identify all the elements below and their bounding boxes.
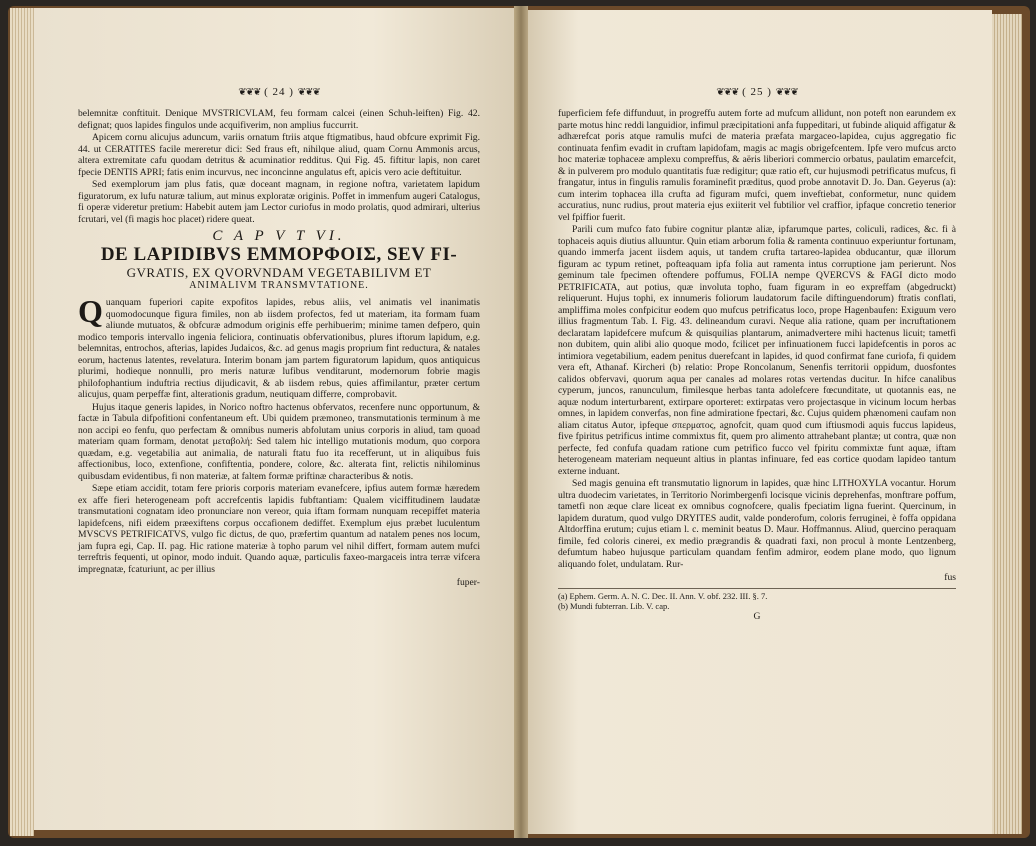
paragraph: belemnitæ conftituit. Denique MVSTRICVLAM, feu formam calcei (einen Schuh-leiften) Fig. 42. defignat; quos lapides fingulos unde acquifiverim, non amplius fuccurrit. bbox=[78, 108, 480, 131]
paragraph: Apicem cornu alicujus aduncum, variis ornatum ftriis atque ftigmatibus, haud obfcure exprimit Fig. 44. ut CERATITES facile mereretur dici: Sed fraus eft, nihilque aliud, quam Cornu Ammonis arcus, altera extremitate cafu quodam detritus & acuminatior redditus. Qui Fig. 45. fiftitur lapis, non caret fpecie DENTIS APRI; fatis enim incurvus, nec inconcinne angulatus eft, apicis vero acie deftituitur. bbox=[78, 132, 480, 178]
ornament-icon: ❦❦❦ bbox=[297, 87, 320, 98]
left-page-edges bbox=[10, 8, 34, 836]
ornament-icon: ❦❦❦ bbox=[716, 87, 739, 98]
paragraph: fuperficiem fefe diffunduut, in progreffu autem forte ad mufcum allidunt, non poteft non earundem ex parte motus hinc reddi languidior, infimul præcipitationi anfa fuppeditari, ut fubinde aliquid affigatur & adhærefcat poris atque ramulis mufci de materia præfata margaceo-lapidea, cujus aggregatio fic continuata fenfim evadit in cruftam lapidofam, magis ac magis obrigefcentem. Ipfe vero mufcus arcto hoc materiæ tophaceæ amplexu compreffus, & aëris liberiori commercio orbatus, paulatim emarcefcit, & in pulverem pro modulo quantitatis fuæ redigitur; quæ ratio eft, cur hujusmodi petrificatus mufcus, fi frangatur, intus in fingulis ramulis foraminefit præditus, quod probe annotavit D. Jo. Dan. Geyerus (a): cum interim tophacea illa crufta ad figuram mufci, quem inveftiebat, conformetur, nunc quidem accuratius, nunc rudius, prout materia ejus exiiterit vel fubtilior vel craffior, ipfaque concretio tenerior vel fpiffior fuerit. bbox=[558, 108, 956, 223]
catchword: fuper- bbox=[456, 577, 480, 588]
ornament-icon: ❦❦❦ bbox=[775, 87, 798, 98]
paragraph: Sæpe etiam accidit, totam fere prioris corporis materiam evanefcere, ipfius autem formæ hæredem ex affe fieri heterogeneam poft accrefcentis lapidis fubftantiam: Qualem viciffitudinem laudatæ transmutationi cognatam ideo pronunciare non vereor, quia iftam formam nunquam recepiffet materia lapidefcens, nifi eidem præexiftens corpus occafionem dediffet. Exemplum ejus præbet luculentum MVSCVS PETRIFICATVS, vulgo fic dictus, de quo, præfertim quantum ad natalem penes nos locum, jam fupra egi, Cap. II. pag. Hic ratione materiæ à topho parum vel nihil differt, formam autem mufci terreftris fequenti, ut opinor, modo induit. Quando aquæ, particulis faxeo-margaceis intra terræ vifcera impregnatæ, fcaturiunt, ac per illius bbox=[78, 483, 480, 575]
paragraph: Sed magis genuina eft transmutatio lignorum in lapides, quæ hinc LITHOXYLA vocantur. Horum ultra duodecim varietates, in Territorio Norimbergenfi locisque vicinis deprehenfas, monftrare poffum, tametfi non æque clare liceat ex omnibus cognofcere, qualis fpeciatim ligna fuerint. Quercinum, in lapidem duratum, quod vulgo DRYITES audit, valde ponderofum, coloris ferruginei, è foffa oppidana Altdorffina erutum; cujus etiam l. c. meminit beatus D. Maur. Hoffmannus. Aliud, quercino peraquam fimile, fed coloris cinerei, ex medio prægrandis & quadrati faxi, non procul à monte Lentzenberg, defumtum habeo hujusque particulam quandam fenfim admiror, eodem plane modo, quo lignum aliquando folet, undulatam. Rur- bbox=[558, 478, 956, 570]
left-page-body bbox=[78, 108, 480, 589]
chapter-title-line-1: DE LAPIDIBVS EMMOPΦOIΣ, SEV FI- bbox=[100, 243, 458, 265]
left-page-header bbox=[78, 86, 480, 98]
catchword: fus bbox=[944, 572, 956, 583]
ornament-icon: ❦❦❦ bbox=[238, 87, 261, 98]
footnote-a: (a) Ephem. Germ. A. N. C. Dec. II. Ann. V. obf. 232. III. §. 7. bbox=[558, 590, 768, 601]
left-page-content bbox=[78, 86, 480, 589]
chapter-title-line-2: GVRATIS, EX QVORVNDAM VEGETABILIVM ET bbox=[126, 264, 432, 280]
chapter-title-line-3: ANIMALIVM TRANSMVTATIONE. bbox=[189, 279, 369, 291]
left-page-number: ( 24 ) bbox=[264, 86, 294, 98]
footnotes bbox=[558, 588, 956, 611]
book-gutter bbox=[514, 6, 528, 838]
paragraph-text: uanquam fuperiori capite expofitos lapides, rebus aliis, vel animatis vel inanimatis quomodocunque figura fimiles, non ab iisdem profectos, fed ut materiam, ita formam fuam aliunde mutuatos, & obfcuræ admodum originis effe perhibuerim; minime tamen defpero, quin modico temporis intervallo ingenia feliciora, continuatis obfervationibus, plures iftorum lapidum, e.g. belemnitas, entrochos, afterias, lapides Judaicos, &c. ad genus magis proprium fint reductura, & natales eorum, hactenus latentes, revelatura. Interim bonam jam partem figuratorum lapidum, quos antiquicus plurimi, hodieque nonnulli, pro meris naturæ lufibus venditarunt, modernorum fobrie magis philofophantium induftria rectius dijudicavit, & ab iisdem rebus, quies affimilantur, præter certum alicujus, quam perpeffæ fint, alterationis gradum, neutiquam differre, comprobavit. bbox=[78, 297, 480, 400]
paragraph: Sed exemplorum jam plus fatis, quæ doceant magnam, in regione noftra, varietatem lapidum figuratorum, ex lufu naturæ talium, aut minus exploratæ originis. Poffet in immenfum augeri Catalogus, fi operæ videretur pretium: Habebit autem jam Lector curiofus in modo prolatis, quod admirari, ulterius fcrutari, vel (fi magis hoc placet) ridere queat. bbox=[78, 179, 480, 225]
signature-mark: G bbox=[753, 610, 761, 622]
right-page-number: ( 25 ) bbox=[742, 86, 772, 98]
chapter-number: C A P V T VI. bbox=[212, 228, 346, 244]
drop-cap: Q bbox=[78, 293, 103, 329]
paragraph bbox=[78, 293, 480, 401]
right-page-content bbox=[558, 86, 956, 622]
right-page-body bbox=[558, 108, 956, 622]
right-page-header bbox=[558, 86, 956, 98]
paragraph: Parili cum mufco fato fubire cognitur plantæ aliæ, ipfarumque partes, coliculi, radices, &c. fi à tophaceis aquis diutius alluuntur. Quin etiam arborum folia & ramenta continuuo experiuntur fortunam, quando immerfa jacent iisdem aquis, ut tandem crufta tartareo-lapidea obducantur, quæ illorum figuram ac typum retinet, pofteaquam ipfa folia aut ramenta intus corruptione jam perierunt. Nos geminum tale fpecimen oftendere poffumus, FOLIA nempe QVERCVS & FAGI dicto modo PETRIFICATA, aut potius, quæ involuta topho, fuam figuram in eo expreffam (abgedruckt) reliquerunt. Hujus tophi, ex innumeris foliorum laudatorum facile diftinguendorum) ftratis conflati, ampliffima moles confpicitur eodem quo mufcus petrificatus loco, prope Hagenbaufen: Exiguum vero illius fragmentum Tab. I. Fig. 43. delineandum curavi. Neque alia ratione, quam per incruftationem declaratam lapidefcere mufcum & quisquilias plantarum, animadvertere mihi hactenus licuit; tametfi non dubitem, quin alibi alio quoque modo, fcilicet per infinuationem fucci lapidefcentis in poros ac intimiora vegetabilium, eadem penitus duerefcant in lapides, id quod confirmat fane curiofa, fi quidem vera eft, Athanaf. Kircheri (b) relatio: Prope Roncolanum, Senenfis territorii oppidum, duosfontes calidos obfervavi, quorum aqua per canales ad molares rotas vertendas ducitur. In hifce canalibus cyperum, juncos, ranunculum, fimilesque herbas tanta adolefcere fœcunditate, ut quotannis eas, ne aquæ nodum interturbarent, extirpare oporteret: extirpatas vero projectasque in vicinum locum herbas omnes, in lapidem converfas, non fine admiratione fpectari, &c. Cujus quidem phænomeni caufam non aliam citatus Autor, ipfeque σπερματος, agnofcit, quam quod cum iftiusmodi aquis fuccus lapideus, five fpiritus petrificus intime commixtus fit, quem pro alimento attrahebant plantæ; ut contra, quæ non perfecte, fed confufa quadam ratione cum petrifico fucco vel fpiritu commixtæ funt aquæ, iftam heterogeneam materiam nequeunt altius in plantas infinuare, fed eas cortice quodam lapideo tantum externe induant. bbox=[558, 224, 956, 477]
paragraph: Hujus itaque generis lapides, in Norico noftro hactenus obfervatos, recenfere nunc opportunum, & factæ in Tabula difpofitioni confentaneum eft. Ubi quidem præmoneo, transmutationis terminum à me non accipi eo fenfu, quo perfectam & omnibus numeris abfolutam unius corporis in aliud, tam quoad materiam quam formam, denotat μεταβολή: Sed talem hic intelligo mutationis modum, quo corpora quædam, e.g. vegetabilia aut animalia, de naturali ftatu fuo ita recefferunt, ut in aliquibus fuis affectionibus, loco, extenfione, confiftentia, pondere, colore, &c. alterata fint, relictis nihilominus quibusdam evidentibus, fi non materiæ, at faltem formæ priftinæ characteribus & notis. bbox=[78, 401, 480, 482]
footnote-b: (b) Mundi fubterran. Lib. V. cap. bbox=[558, 600, 670, 611]
right-page-edges bbox=[992, 14, 1022, 834]
